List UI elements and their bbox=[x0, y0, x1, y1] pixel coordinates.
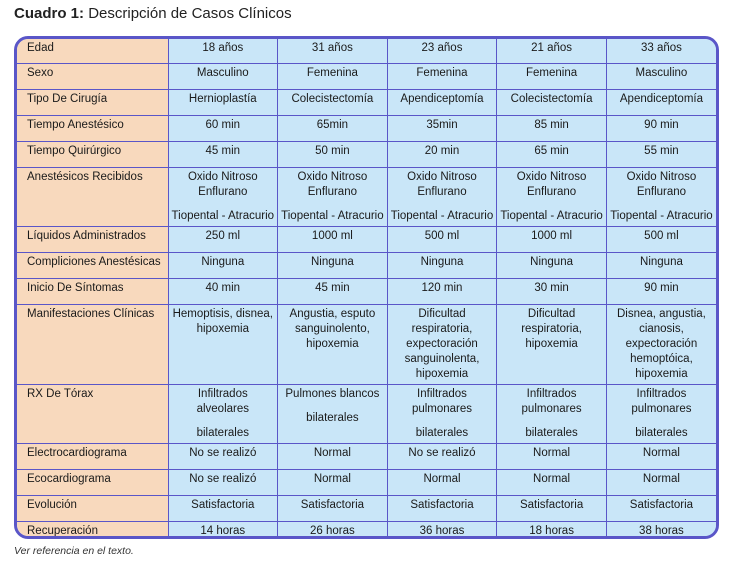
table-cell bbox=[497, 167, 607, 226]
table-cell bbox=[606, 141, 716, 167]
table-cell bbox=[278, 141, 388, 167]
table-cell bbox=[168, 443, 278, 469]
cell-line: Satisfactoria bbox=[410, 498, 474, 511]
row-header: Ecocardiograma bbox=[17, 469, 168, 495]
cases-table bbox=[14, 36, 719, 539]
table-cell bbox=[168, 89, 278, 115]
table-cell bbox=[497, 141, 607, 167]
table-cell bbox=[387, 443, 497, 469]
cell-line: bilaterales bbox=[196, 426, 249, 439]
table-row bbox=[17, 141, 716, 167]
table-cell bbox=[606, 39, 716, 63]
cell-line: Masculino bbox=[196, 66, 249, 79]
table-cell bbox=[497, 443, 607, 469]
cell-line: Enflurano bbox=[526, 185, 577, 198]
table-cell bbox=[606, 495, 716, 521]
cell-line: sanguinolento, bbox=[294, 322, 370, 335]
cell-line: bilaterales bbox=[415, 426, 469, 439]
table-row bbox=[17, 521, 716, 539]
row-header: Recuperación bbox=[17, 521, 168, 539]
cell-line: 250 ml bbox=[205, 229, 241, 242]
cell-line: Hernioplastía bbox=[188, 92, 257, 105]
table-cell bbox=[606, 252, 716, 278]
cell-line: 26 horas bbox=[310, 524, 355, 537]
table-cell bbox=[278, 469, 388, 495]
table-cell bbox=[606, 469, 716, 495]
table-cell bbox=[606, 167, 716, 226]
table-cell bbox=[497, 226, 607, 252]
cell-line: Normal bbox=[313, 472, 351, 485]
row-header: Sexo bbox=[17, 63, 168, 89]
cell-line: hipoxemia bbox=[196, 322, 249, 335]
table-cell bbox=[497, 89, 607, 115]
table-cell bbox=[606, 443, 716, 469]
cell-line: Tiopental - Atracurio bbox=[281, 209, 384, 222]
cell-line: 55 min bbox=[644, 144, 679, 157]
cell-line: Masculino bbox=[635, 66, 688, 79]
cell-line: Normal bbox=[533, 472, 571, 485]
cell-line: Satisfactoria bbox=[629, 498, 694, 511]
cell-line: hipoxemia bbox=[306, 337, 359, 350]
cell-line: Disnea, angustia, bbox=[617, 307, 706, 320]
table-row bbox=[17, 167, 716, 226]
cell-line: Infiltrados pulmonares bbox=[631, 387, 692, 415]
cell-line: Pulmones blancos bbox=[285, 387, 380, 400]
cell-line: Femenina bbox=[306, 66, 358, 79]
cell-line: cianosis, expectoración bbox=[625, 322, 698, 350]
cell-line: Infiltrados alveolares bbox=[196, 387, 249, 415]
cell-line: Apendiceptomía bbox=[400, 92, 484, 105]
table-cell bbox=[387, 304, 497, 384]
cell-line: 1000 ml bbox=[531, 229, 573, 242]
table-cell bbox=[168, 495, 278, 521]
cell-line: Apendiceptomía bbox=[619, 92, 703, 105]
cell-line: 36 horas bbox=[419, 524, 465, 537]
table-cell bbox=[278, 39, 388, 63]
cell-line: 20 min bbox=[424, 144, 460, 157]
table-row bbox=[17, 495, 716, 521]
table-cell bbox=[606, 304, 716, 384]
row-header: Edad bbox=[17, 39, 168, 63]
cell-line: 33 años bbox=[640, 42, 682, 54]
cell-line: 120 min bbox=[421, 281, 463, 294]
cell-line: bilaterales bbox=[635, 426, 688, 439]
table-cell bbox=[497, 252, 607, 278]
table-cell bbox=[606, 63, 716, 89]
row-header: Electrocardiograma bbox=[17, 443, 168, 469]
row-header: Tiempo Quirúrgico bbox=[17, 141, 168, 167]
table-cell bbox=[497, 495, 607, 521]
cell-line: bilaterales bbox=[306, 411, 359, 424]
table-cell bbox=[387, 39, 497, 63]
table-cell bbox=[497, 63, 607, 89]
cell-line: 65min bbox=[316, 118, 349, 131]
table-cell bbox=[497, 39, 607, 63]
table-cell bbox=[497, 521, 607, 539]
cell-line: Enflurano bbox=[636, 185, 687, 198]
table-cell bbox=[168, 521, 278, 539]
table-row bbox=[17, 443, 716, 469]
cell-line: respiratoria, bbox=[521, 322, 582, 335]
table-row bbox=[17, 115, 716, 141]
table-cell bbox=[278, 443, 388, 469]
row-header: Tiempo Anestésico bbox=[17, 115, 168, 141]
cell-line: 500 ml bbox=[424, 229, 460, 242]
table-cell bbox=[168, 252, 278, 278]
table-cell bbox=[387, 495, 497, 521]
cell-line: Ninguna bbox=[420, 255, 464, 268]
cell-line: Dificultad bbox=[527, 307, 576, 320]
cell-line: Femenina bbox=[526, 66, 578, 79]
cell-line: Oxido Nitroso bbox=[516, 170, 587, 183]
cell-line: 14 horas bbox=[200, 524, 246, 537]
cell-line: 500 ml bbox=[644, 229, 679, 242]
cell-line: 85 min bbox=[534, 118, 569, 131]
cell-line: Normal bbox=[423, 472, 461, 485]
table-row bbox=[17, 304, 716, 384]
table-cell bbox=[606, 278, 716, 304]
footnote: Ver referencia en el texto. bbox=[14, 545, 134, 557]
cell-line: 1000 ml bbox=[311, 229, 353, 242]
cell-line: Ninguna bbox=[530, 255, 573, 268]
table-cell bbox=[168, 115, 278, 141]
table-cell bbox=[497, 115, 607, 141]
cell-line: Colecistectomía bbox=[510, 92, 593, 105]
cell-line: Oxido Nitroso bbox=[297, 170, 368, 183]
cell-line: Satisfactoria bbox=[519, 498, 584, 511]
cell-line: Normal bbox=[642, 446, 680, 459]
table-row bbox=[17, 278, 716, 304]
table-cell bbox=[168, 167, 278, 226]
table-cell bbox=[497, 278, 607, 304]
cell-line: Normal bbox=[533, 446, 571, 459]
cell-line: No se realizó bbox=[189, 472, 257, 485]
table-cell bbox=[278, 495, 388, 521]
table-cell bbox=[606, 521, 716, 539]
table-cell bbox=[168, 384, 278, 443]
cell-line: 18 años bbox=[202, 42, 244, 54]
cell-line: Ninguna bbox=[201, 255, 245, 268]
cell-line: 38 horas bbox=[639, 524, 684, 537]
cell-line: Oxido Nitroso bbox=[187, 170, 258, 183]
table-cell bbox=[497, 384, 607, 443]
cell-line: Ninguna bbox=[640, 255, 683, 268]
cell-line: No se realizó bbox=[408, 446, 476, 459]
cell-line: Tiopental - Atracurio bbox=[390, 209, 494, 222]
table-row bbox=[17, 39, 716, 63]
cell-line: Angustia, esputo bbox=[289, 307, 376, 320]
table-cell bbox=[168, 469, 278, 495]
cell-line: 23 años bbox=[421, 42, 463, 54]
table-cell bbox=[387, 469, 497, 495]
table-cell bbox=[168, 278, 278, 304]
cell-line: Tiopental - Atracurio bbox=[500, 209, 603, 222]
row-header: RX De Tórax bbox=[17, 384, 168, 443]
cell-line: Ninguna bbox=[310, 255, 354, 268]
table-cell bbox=[168, 39, 278, 63]
table-cell bbox=[168, 141, 278, 167]
table-cell bbox=[168, 226, 278, 252]
cell-line: 90 min bbox=[644, 118, 679, 131]
cell-line: 18 horas bbox=[529, 524, 574, 537]
table-cell bbox=[278, 89, 388, 115]
cell-line: 90 min bbox=[644, 281, 679, 294]
table-cell bbox=[278, 167, 388, 226]
table-cell bbox=[497, 469, 607, 495]
table-cell bbox=[278, 384, 388, 443]
table-row bbox=[17, 252, 716, 278]
cell-line: Oxido Nitroso bbox=[626, 170, 697, 183]
table-cell bbox=[387, 141, 497, 167]
table-cell bbox=[168, 304, 278, 384]
cell-line: 65 min bbox=[534, 144, 569, 157]
cell-line: Infiltrados pulmonares bbox=[411, 387, 473, 415]
cell-line: 50 min bbox=[315, 144, 350, 157]
table-cell bbox=[278, 304, 388, 384]
cell-line: sanguinolenta, bbox=[404, 352, 480, 365]
table-cell bbox=[606, 226, 716, 252]
caption-label: Cuadro 1: bbox=[14, 5, 85, 22]
row-header: Evolución bbox=[17, 495, 168, 521]
cell-line: 40 min bbox=[205, 281, 241, 294]
cell-line: 30 min bbox=[534, 281, 569, 294]
cell-line: Tiopental - Atracurio bbox=[171, 209, 275, 222]
cell-line: 60 min bbox=[205, 118, 241, 131]
table-row bbox=[17, 63, 716, 89]
table-cell bbox=[278, 115, 388, 141]
table-row bbox=[17, 226, 716, 252]
table-cell bbox=[387, 521, 497, 539]
row-header: Líquidos Administrados bbox=[17, 226, 168, 252]
cell-line: Infiltrados pulmonares bbox=[521, 387, 582, 415]
table-row bbox=[17, 469, 716, 495]
table-cell bbox=[387, 384, 497, 443]
cell-line: 35min bbox=[426, 118, 458, 131]
table-cell bbox=[497, 304, 607, 384]
cell-line: Dificultad respiratoria, bbox=[411, 307, 473, 335]
row-header: Manifestaciones Clínicas bbox=[17, 304, 168, 384]
cell-line: Tiopental - Atracurio bbox=[610, 209, 713, 222]
table-cell bbox=[606, 384, 716, 443]
cell-line: 31 años bbox=[311, 42, 353, 54]
caption-text: Descripción de Casos Clínicos bbox=[88, 5, 292, 22]
cell-line: Enflurano bbox=[417, 185, 467, 198]
cell-line: 45 min bbox=[205, 144, 241, 157]
table-row bbox=[17, 384, 716, 443]
table-cell bbox=[387, 252, 497, 278]
cell-line: 21 años bbox=[531, 42, 573, 54]
table-cell bbox=[278, 521, 388, 539]
row-header: Compliciones Anestésicas bbox=[17, 252, 168, 278]
cell-line: bilaterales bbox=[525, 426, 578, 439]
table-cell bbox=[387, 167, 497, 226]
row-header: Tipo De Cirugía bbox=[17, 89, 168, 115]
cell-line: Enflurano bbox=[307, 185, 357, 198]
table-caption bbox=[14, 5, 292, 22]
cell-line: Colecistectomía bbox=[291, 92, 374, 105]
table-cell bbox=[278, 278, 388, 304]
cell-line: Satisfactoria bbox=[191, 498, 255, 511]
table-row bbox=[17, 89, 716, 115]
cell-line: hipoxemia bbox=[525, 337, 578, 350]
cell-line: Normal bbox=[313, 446, 351, 459]
table-cell bbox=[387, 63, 497, 89]
row-header: Inicio De Síntomas bbox=[17, 278, 168, 304]
table-cell bbox=[606, 89, 716, 115]
cell-line: hipoxemia bbox=[415, 367, 469, 380]
cell-line: Satisfactoria bbox=[300, 498, 365, 511]
cell-line: Hemoptisis, disnea, bbox=[172, 307, 273, 320]
table-cell bbox=[168, 63, 278, 89]
cell-line: hemoptóica, bbox=[630, 352, 693, 365]
table-cell bbox=[606, 115, 716, 141]
table-cell bbox=[278, 63, 388, 89]
cell-line: expectoración bbox=[406, 337, 478, 350]
table-cell bbox=[387, 226, 497, 252]
cell-line: Oxido Nitroso bbox=[407, 170, 477, 183]
cell-line: Femenina bbox=[416, 66, 468, 79]
cell-line: 45 min bbox=[315, 281, 350, 294]
table-cell bbox=[278, 252, 388, 278]
table-cell bbox=[387, 89, 497, 115]
table-cell bbox=[387, 278, 497, 304]
cell-line: Enflurano bbox=[198, 185, 248, 198]
row-header: Anestésicos Recibidos bbox=[17, 167, 168, 226]
cell-line: No se realizó bbox=[189, 446, 257, 459]
table-cell bbox=[387, 115, 497, 141]
cell-line: Normal bbox=[642, 472, 680, 485]
table-cell bbox=[278, 226, 388, 252]
cell-line: hipoxemia bbox=[635, 367, 688, 380]
